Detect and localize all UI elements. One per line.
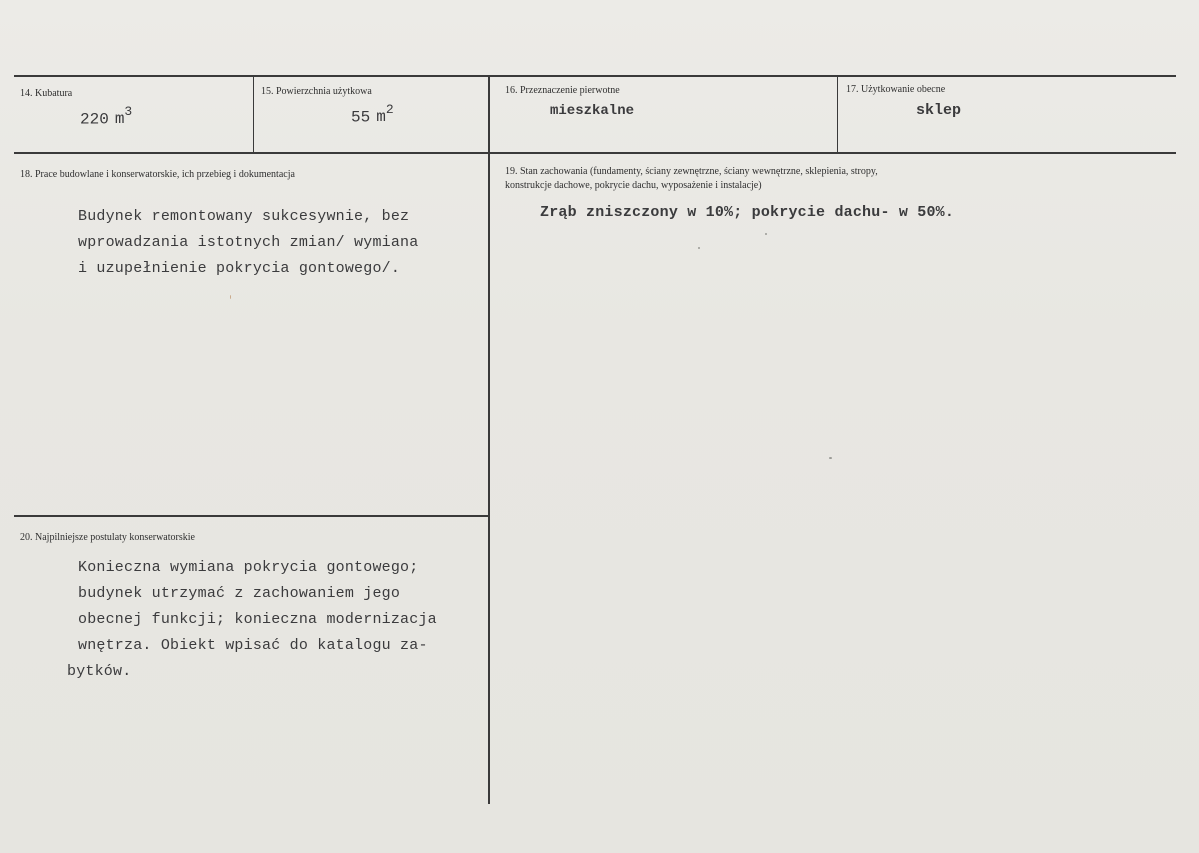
paper-speck [230, 295, 231, 299]
field-20-label: 20. Najpilniejsze postulaty konserwatorskie [20, 532, 195, 543]
field-20-line-1: Konieczna wymiana pokrycia gontowego; [78, 559, 419, 576]
field-16-label: 16. Przeznaczenie pierwotne [505, 85, 620, 96]
field-18-line-2: wprowadzania istotnych zmian/ wymiana [78, 234, 419, 251]
field-19-label-line-2: konstrukcje dachowe, pokrycie dachu, wyposażenie i instalacje) [505, 180, 762, 191]
divider-14-15 [253, 76, 254, 153]
field-14-value [80, 106, 132, 128]
powierzchnia-exponent: 2 [385, 102, 394, 117]
field-20-line-2: budynek utrzymać z zachowaniem jego [78, 585, 401, 602]
divider-16-17 [837, 76, 838, 153]
field-18-line-3: i uzupełnienie pokrycia gontowego/. [78, 260, 401, 277]
paper-speck [829, 457, 832, 459]
field-18-text [78, 204, 418, 282]
field-16-value: mieszkalne [550, 103, 635, 119]
paper-speck [765, 233, 767, 235]
field-17-label: 17. Użytkowanie obecne [846, 84, 946, 95]
powierzchnia-number: 55 [351, 108, 371, 127]
field-17-value: sklep [916, 102, 962, 119]
field-20-line-4: wnętrza. Obiekt wpisać do katalogu za- [78, 637, 428, 654]
header-bottom-rule [14, 152, 1176, 154]
top-rule [14, 75, 1176, 77]
section-20-top-rule [14, 515, 489, 517]
field-14-label: 14. Kubatura [20, 88, 73, 99]
field-20-text [67, 555, 437, 685]
field-15-label: 15. Powierzchnia użytkowa [261, 86, 372, 97]
paper-speck [698, 247, 700, 249]
field-20-line-3: obecnej funkcji; konieczna modernizacja [78, 611, 437, 628]
field-18-line-1: Budynek remontowany sukcesywnie, bez [78, 208, 410, 225]
kubatura-number: 220 [80, 110, 109, 129]
field-15-value [351, 104, 394, 126]
field-19-text: Zrąb zniszczony w 10%; pokrycie dachu- w 50%. [540, 204, 955, 221]
field-18-label: 18. Prace budowlane i konserwatorskie, ich przebieg i dokumentacja [20, 169, 295, 180]
kubatura-unit: m [114, 110, 125, 129]
divider-main [488, 76, 490, 804]
field-20-line-5: bytków. [67, 663, 132, 680]
powierzchnia-unit: m [376, 108, 386, 127]
field-19-label-line-1: 19. Stan zachowania (fundamenty, ściany zewnętrzne, ściany wewnętrzne, sklepienia, stropy, [505, 166, 878, 177]
kubatura-exponent: 3 [124, 104, 133, 119]
